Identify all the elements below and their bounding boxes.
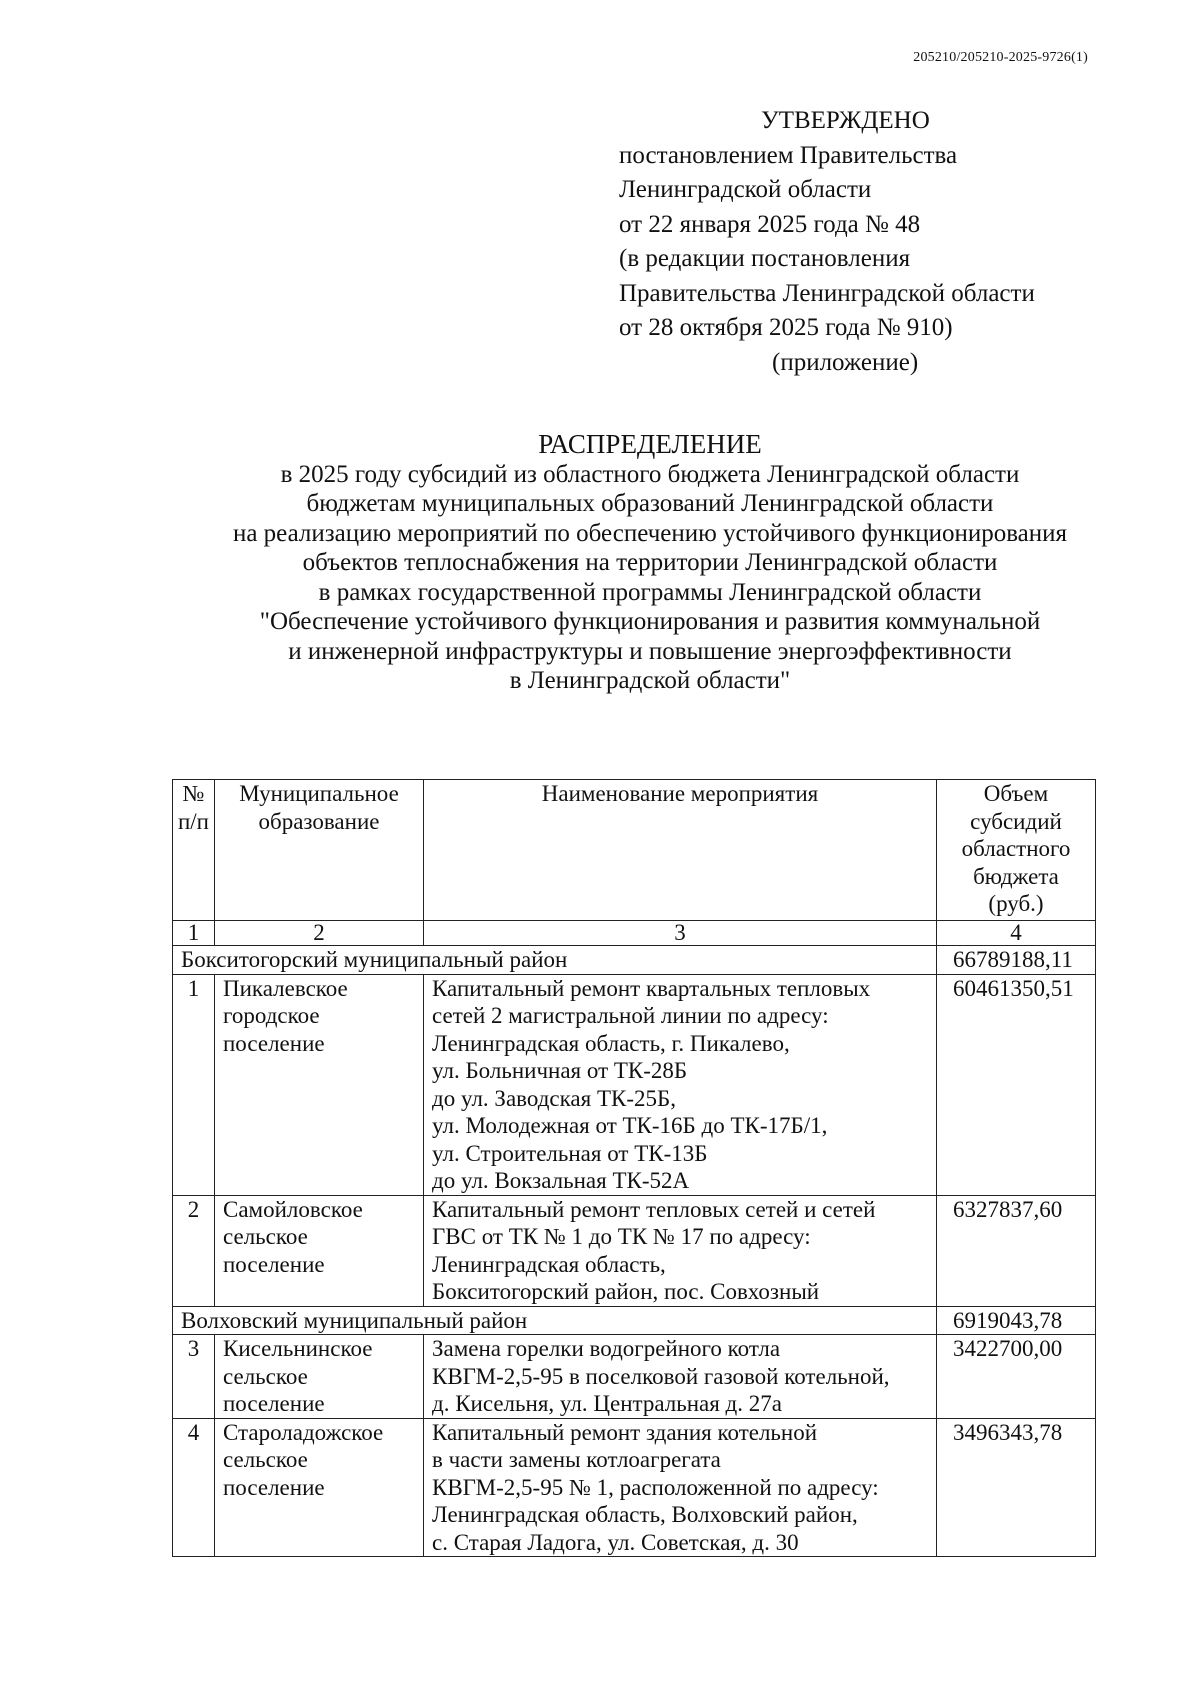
district-total: 6919043,78 [937, 1306, 1096, 1335]
approval-line: постановлением Правительства [619, 141, 958, 169]
event-cell: Замена горелки водогрейного котла КВГМ-2,5-95 в поселковой газовой котельной, д. Кисельня, ул. Центральная д. 27а [424, 1335, 937, 1419]
approval-appendix-note: (приложение) [772, 348, 919, 376]
header-volume: Объем субсидий областного бюджета (руб.) [937, 780, 1096, 921]
approval-line: Правительства Ленинградской области [619, 279, 1035, 307]
approval-stamp [619, 104, 1099, 380]
header-num: № п/п [173, 780, 215, 921]
municipality-cell: Староладожское сельское поселение [215, 1418, 424, 1557]
district-total: 66789188,11 [937, 946, 1096, 975]
district-row [173, 946, 1096, 975]
title-line: объектов теплоснабжения на территории Ленинградской области [302, 549, 998, 576]
title-line: на реализацию мероприятий по обеспечению устойчивого функционирования [232, 519, 1068, 547]
table-row [173, 1195, 1096, 1306]
row-number: 1 [173, 974, 215, 1195]
municipality-cell: Кисельнинское сельское поселение [215, 1335, 424, 1419]
title-line: в Ленинградской области" [509, 667, 791, 694]
row-number: 4 [173, 1418, 215, 1557]
volume-cell: 3496343,78 [937, 1418, 1096, 1557]
district-name: Бокситогорский муниципальный район [173, 946, 937, 975]
volume-cell: 60461350,51 [937, 974, 1096, 1195]
event-cell: Капитальный ремонт квартальных тепловых сетей 2 магистральной линии по адресу: Ленинградская область, г. Пикалево, ул. Больничная от ТК-28Б до ул. Заводская ТК-25Б, ул. Молодежная от ТК-16Б до ТК-17Б/1, ул. Строительная от ТК-13Б до ул. Вокзальная ТК-52А [424, 974, 937, 1195]
table-row [173, 1418, 1096, 1557]
district-row [173, 1306, 1096, 1335]
district-name: Волховский муниципальный район [173, 1306, 937, 1335]
index-cell: 3 [424, 921, 937, 946]
title-line: "Обеспечение устойчивого функционирования и развития коммунальной [259, 608, 1041, 635]
approval-line: от 28 октября 2025 года № 910) [619, 314, 953, 341]
table-header-row [173, 780, 1096, 921]
municipality-cell: Самойловское сельское поселение [215, 1195, 424, 1306]
title-line: в рамках государственной программы Ленинградской области [318, 578, 982, 606]
row-number: 2 [173, 1195, 215, 1306]
title-line: бюджетам муниципальных образований Ленинградской области [306, 490, 994, 517]
table-row [173, 974, 1096, 1195]
index-cell: 4 [937, 921, 1096, 946]
document-id: 205210/205210-2025-9726(1) [913, 50, 1088, 65]
event-cell: Капитальный ремонт здания котельной в части замены котлоагрегата КВГМ-2,5-95 № 1, расположенной по адресу: Ленинградская область, Волховский район, с. Старая Ладога, ул. Советская, д. 30 [424, 1418, 937, 1557]
title-main: РАСПРЕДЕЛЕНИЕ [538, 429, 762, 459]
approval-heading: УТВЕРЖДЕНО [761, 107, 930, 134]
header-event: Наименование мероприятия [424, 780, 937, 921]
title-line: в 2025 году субсидий из областного бюджета Ленинградской области [280, 460, 1020, 488]
header-municipality: Муниципальное образование [215, 780, 424, 921]
municipality-cell: Пикалевское городское поселение [215, 974, 424, 1195]
volume-cell: 3422700,00 [937, 1335, 1096, 1419]
approval-line: от 22 января 2025 года № 48 [619, 210, 921, 238]
distribution-table [172, 779, 1096, 1557]
column-index-row [173, 921, 1096, 946]
approval-line: Ленинградской области [619, 176, 872, 203]
document-title [100, 430, 1200, 696]
table-row [173, 1335, 1096, 1419]
approval-line: (в редакции постановления [619, 245, 911, 272]
volume-cell: 6327837,60 [937, 1195, 1096, 1306]
event-cell: Капитальный ремонт тепловых сетей и сетей ГВС от ТК № 1 до ТК № 17 по адресу: Ленинградская область, Бокситогорский район, пос. Совхозный [424, 1195, 937, 1306]
index-cell: 1 [173, 921, 215, 946]
row-number: 3 [173, 1335, 215, 1419]
title-line: и инженерной инфраструктуры и повышение энергоэффективности [288, 637, 1012, 665]
index-cell: 2 [215, 921, 424, 946]
